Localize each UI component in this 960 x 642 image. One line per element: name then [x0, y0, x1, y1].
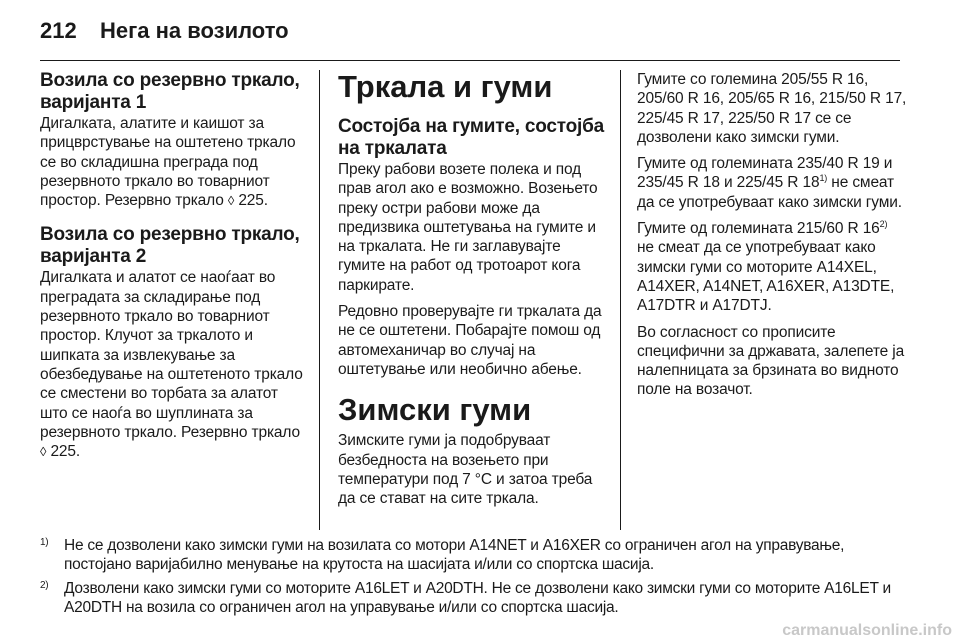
section-heading-tyre-condition: Состојба на гумите, состојба на тркалата: [338, 116, 605, 159]
reference-arrow-icon: ◊: [40, 444, 47, 460]
paragraph-restricted-sizes-2: Гумите од големината 215/60 R 16$^{2)}$ не смеат да се употребуваат како зимски гуми со моторите A14XEL, A14XER, A14NET, A16XER, A13DTE, A17DTR и A17DTJ.: [637, 219, 895, 315]
paragraph-tyre-condition-1: Преку рабови возете полека и под прав агол ако е возможно. Возењето преку остри рабови може да предизвика оштетувања на гумите и на тркалата. Не ги заглавувајте гумите на работ од тротоарот кога паркирате.: [338, 161, 598, 294]
paragraph-tyre-condition-2: Редовно проверувајте ги тркалата да не се оштетени. Побарајте помош од автомеханичар во случај на оштетување или необично абење.: [338, 303, 602, 378]
paragraph-variant-2: Дигалката и алатот се наоѓаат во преградата за складирање под резервното тркало во товарниот простор. Клучот за тркалото и шипката за извлекување за обезбедување на оштетеното тркало се сместени во торбата за алатот што се наоѓа во шуплината за резервното тркало. Резервно тркало ◊ 225.: [40, 269, 303, 461]
header-rule: [40, 60, 900, 61]
column-divider-2: [620, 70, 621, 530]
footnote-text: Дозволени како зимски гуми со моторите A16LET и A20DTH. Не се дозволени како зимски гуми со моторите A16LET и A20DTH на возила со ограничен агол на управување и/или со спортска шасија.: [64, 579, 891, 616]
footnote-marker: 2): [879, 219, 888, 230]
paragraph-allowed-sizes: Гумите со големина 205/55 R 16, 205/60 R 16, 205/65 R 16, 215/50 R 17, 225/45 R 17, 225/50 R 17 се се дозволени како зимски гуми.: [637, 71, 907, 146]
paragraph-winter-tyres: Зимските гуми ја подобруваат безбедноста на возењето при температури под 7 °C и затоа треба да се стават на сите тркала.: [338, 432, 593, 508]
chapter-title-wheels-tyres: Тркала и гуми: [338, 69, 553, 104]
footnote-mark: 1): [40, 537, 49, 548]
footnotes: [40, 536, 915, 621]
chapter-title-winter-tyres: Зимски гуми: [338, 392, 532, 428]
page-reference-link[interactable]: 225.: [238, 192, 268, 210]
page-title: Нега на возилото: [100, 18, 289, 43]
paragraph-speed-sticker: Во согласност со прописите специфични за државата, залепете ја налепницата за брзината во видното поле на возачот.: [637, 323, 905, 399]
footnote-mark: 2): [40, 579, 49, 591]
paragraph-restricted-sizes-1: Гумите од големината 235/40 R 19 и 235/45 R 18 и 225/45 R 18$^{1)}$ не смеат да се употребуваат како зимски гуми.: [637, 155, 902, 211]
page-number: 212: [40, 18, 77, 43]
column-middle: [338, 70, 606, 515]
footnote-1: [40, 536, 915, 575]
footnote-marker: 1): [819, 173, 828, 184]
reference-arrow-icon: ◊: [227, 193, 235, 209]
column-left: [40, 70, 308, 468]
footnote-text: Не се дозволени како зимски гуми на возилата со мотори A14NET и A16XER со ограничен агол на управување, постојано варијабилно менување на крутоста на шасијата и/или со спортска шасија.: [64, 537, 845, 574]
section-heading-variant-2: Возила со резервно тркало, варијанта 2: [40, 224, 300, 268]
page-reference-link[interactable]: 225.: [50, 443, 81, 461]
paragraph-variant-1: Дигалката, алатите и каишот за прицврстување на оштетено тркало се во складишна преграда под резервното тркало во товарниот простор. Резервно тркало ◊ 225.: [40, 115, 296, 210]
column-right: [637, 70, 907, 407]
section-heading-variant-1: Возила со резервно тркало, варијанта 1: [40, 70, 300, 113]
watermark-logo: carmanualsonline.info: [782, 622, 952, 639]
column-divider-1: [319, 70, 320, 530]
footnote-2: [40, 579, 915, 618]
